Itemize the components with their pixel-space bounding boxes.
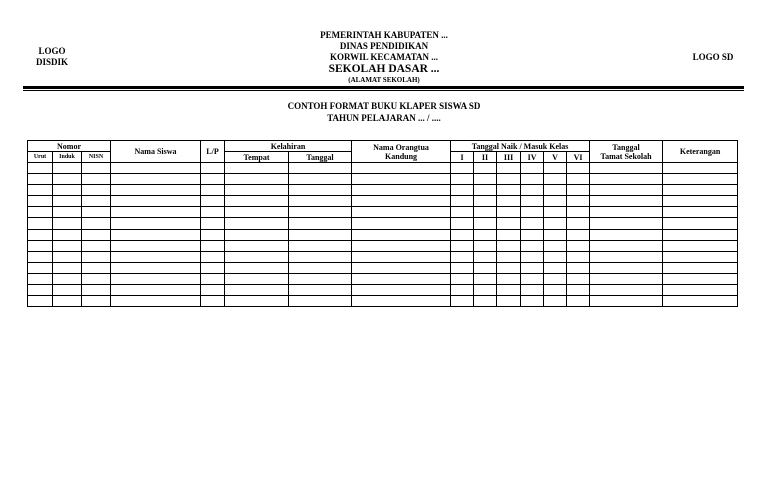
table-cell: [289, 285, 352, 296]
table-cell: [53, 251, 82, 262]
table-cell: [289, 296, 352, 307]
header-rule-thin: [23, 90, 744, 91]
table-cell: [474, 262, 497, 273]
col-urut: Urut: [28, 152, 53, 163]
table-cell: [225, 251, 289, 262]
table-cell: [53, 229, 82, 240]
table-cell: [28, 196, 53, 207]
table-cell: [111, 273, 201, 284]
table-cell: [474, 163, 497, 174]
table-cell: [590, 174, 663, 185]
klaper-table: [27, 140, 738, 307]
table-cell: [663, 285, 738, 296]
table-cell: [289, 174, 352, 185]
table-cell: [663, 207, 738, 218]
document-title-line1: CONTOH FORMAT BUKU KLAPER SISWA SD: [287, 101, 481, 111]
table-cell: [663, 229, 738, 240]
table-body: [28, 163, 738, 307]
table-cell: [53, 262, 82, 273]
table-cell: [225, 240, 289, 251]
table-cell: [663, 296, 738, 307]
table-cell: [352, 185, 451, 196]
table-cell: [225, 229, 289, 240]
table-cell: [544, 218, 567, 229]
logo-left-line1: LOGO: [38, 46, 66, 56]
table-cell: [521, 163, 544, 174]
institution-block: [240, 30, 528, 85]
table-cell: [451, 285, 474, 296]
table-cell: [567, 273, 590, 284]
table-cell: [590, 196, 663, 207]
table-cell: [352, 163, 451, 174]
table-cell: [497, 296, 521, 307]
col-tempat: Tempat: [225, 152, 289, 163]
table-cell: [201, 207, 225, 218]
logo-left-line2: DISDIK: [35, 57, 68, 67]
table-cell: [521, 174, 544, 185]
table-cell: [201, 174, 225, 185]
table-cell: [225, 218, 289, 229]
col-nomor: Nomor: [28, 141, 111, 152]
table-cell: [53, 240, 82, 251]
table-row: [28, 196, 738, 207]
table-row: [28, 240, 738, 251]
table-cell: [544, 163, 567, 174]
table-cell: [289, 240, 352, 251]
col-kelas-5: V: [544, 152, 567, 163]
table-cell: [567, 251, 590, 262]
table-cell: [28, 185, 53, 196]
table-cell: [82, 273, 111, 284]
table-cell: [289, 196, 352, 207]
table-cell: [567, 262, 590, 273]
table-cell: [201, 240, 225, 251]
table-cell: [111, 185, 201, 196]
table-cell: [201, 296, 225, 307]
table-cell: [590, 296, 663, 307]
table-cell: [289, 185, 352, 196]
table-cell: [53, 218, 82, 229]
table-cell: [53, 196, 82, 207]
klaper-table-wrap: [27, 140, 737, 307]
table-cell: [497, 240, 521, 251]
table-cell: [111, 174, 201, 185]
table-cell: [474, 174, 497, 185]
table-cell: [521, 196, 544, 207]
institution-line-2: DINAS PENDIDIKAN: [339, 41, 429, 51]
table-cell: [352, 262, 451, 273]
table-cell: [521, 296, 544, 307]
table-cell: [225, 174, 289, 185]
table-cell: [590, 229, 663, 240]
col-tanggal: Tanggal: [289, 152, 352, 163]
document-title-line2: TAHUN PELAJARAN ... / ....: [327, 113, 441, 123]
table-row: [28, 229, 738, 240]
table-cell: [289, 207, 352, 218]
col-tamat-line1: Tanggal: [612, 142, 640, 152]
table-cell: [352, 251, 451, 262]
table-cell: [225, 196, 289, 207]
table-cell: [474, 196, 497, 207]
table-cell: [82, 262, 111, 273]
table-cell: [544, 296, 567, 307]
table-cell: [225, 296, 289, 307]
col-kelas-3: III: [497, 152, 521, 163]
table-cell: [663, 240, 738, 251]
table-cell: [201, 185, 225, 196]
table-cell: [451, 240, 474, 251]
table-cell: [289, 273, 352, 284]
table-cell: [590, 262, 663, 273]
table-cell: [352, 273, 451, 284]
table-cell: [352, 207, 451, 218]
table-cell: [225, 262, 289, 273]
table-cell: [53, 207, 82, 218]
table-cell: [111, 229, 201, 240]
table-cell: [225, 207, 289, 218]
table-row: [28, 185, 738, 196]
table-cell: [82, 285, 111, 296]
table-cell: [451, 185, 474, 196]
table-cell: [82, 163, 111, 174]
table-row: [28, 251, 738, 262]
table-cell: [201, 262, 225, 273]
table-cell: [28, 285, 53, 296]
table-cell: [663, 163, 738, 174]
table-cell: [521, 273, 544, 284]
table-cell: [567, 207, 590, 218]
table-cell: [28, 251, 53, 262]
table-cell: [289, 163, 352, 174]
table-cell: [521, 240, 544, 251]
table-cell: [521, 262, 544, 273]
table-cell: [451, 251, 474, 262]
table-cell: [225, 185, 289, 196]
institution-line-1: PEMERINTAH KABUPATEN ...: [320, 30, 448, 40]
table-row: [28, 296, 738, 307]
table-cell: [663, 196, 738, 207]
table-cell: [521, 229, 544, 240]
table-cell: [474, 218, 497, 229]
table-cell: [497, 196, 521, 207]
table-cell: [590, 251, 663, 262]
table-cell: [451, 174, 474, 185]
table-cell: [82, 207, 111, 218]
table-cell: [352, 196, 451, 207]
table-cell: [201, 251, 225, 262]
table-cell: [352, 218, 451, 229]
table-cell: [497, 273, 521, 284]
table-cell: [544, 251, 567, 262]
table-cell: [82, 229, 111, 240]
col-orangtua-line1: Nama Orangtua: [373, 142, 429, 152]
table-cell: [201, 285, 225, 296]
table-cell: [201, 163, 225, 174]
table-cell: [474, 185, 497, 196]
table-cell: [590, 285, 663, 296]
table-cell: [544, 185, 567, 196]
table-cell: [352, 285, 451, 296]
table-cell: [451, 196, 474, 207]
col-kelas-2: II: [474, 152, 497, 163]
table-cell: [663, 185, 738, 196]
col-keterangan: Keterangan: [663, 141, 738, 163]
table-cell: [28, 207, 53, 218]
table-cell: [352, 240, 451, 251]
table-cell: [111, 163, 201, 174]
table-cell: [497, 174, 521, 185]
table-row: [28, 262, 738, 273]
table-cell: [544, 240, 567, 251]
table-cell: [497, 229, 521, 240]
col-kelahiran: Kelahiran: [225, 141, 352, 152]
table-cell: [225, 273, 289, 284]
table-cell: [28, 163, 53, 174]
table-cell: [53, 285, 82, 296]
col-nama-siswa: Nama Siswa: [111, 141, 201, 163]
table-cell: [544, 229, 567, 240]
table-cell: [474, 251, 497, 262]
table-cell: [521, 207, 544, 218]
col-induk: Induk: [53, 152, 82, 163]
table-cell: [111, 240, 201, 251]
table-cell: [201, 196, 225, 207]
table-cell: [352, 296, 451, 307]
logo-disdik: [30, 46, 74, 68]
table-cell: [82, 240, 111, 251]
table-cell: [28, 218, 53, 229]
table-cell: [567, 185, 590, 196]
table-cell: [521, 285, 544, 296]
table-cell: [111, 296, 201, 307]
table-row: [28, 163, 738, 174]
table-cell: [521, 251, 544, 262]
table-cell: [82, 251, 111, 262]
table-cell: [663, 174, 738, 185]
table-cell: [663, 218, 738, 229]
table-cell: [497, 285, 521, 296]
table-cell: [111, 196, 201, 207]
table-cell: [521, 218, 544, 229]
table-cell: [567, 218, 590, 229]
table-cell: [544, 262, 567, 273]
table-cell: [590, 207, 663, 218]
table-cell: [567, 174, 590, 185]
table-cell: [28, 296, 53, 307]
col-kelas-1: I: [451, 152, 474, 163]
table-cell: [451, 218, 474, 229]
table-cell: [590, 218, 663, 229]
table-cell: [82, 196, 111, 207]
table-cell: [544, 174, 567, 185]
institution-line-3: KORWIL KECAMATAN ...: [329, 52, 439, 62]
table-cell: [82, 174, 111, 185]
table-cell: [289, 251, 352, 262]
table-cell: [451, 163, 474, 174]
table-cell: [497, 262, 521, 273]
col-lp: L/P: [201, 141, 225, 163]
table-cell: [544, 207, 567, 218]
table-cell: [28, 240, 53, 251]
table-cell: [567, 163, 590, 174]
table-cell: [82, 296, 111, 307]
table-cell: [53, 185, 82, 196]
table-cell: [201, 229, 225, 240]
table-cell: [663, 273, 738, 284]
table-cell: [53, 163, 82, 174]
table-cell: [590, 185, 663, 196]
table-row: [28, 273, 738, 284]
table-cell: [474, 229, 497, 240]
table-cell: [289, 262, 352, 273]
table-cell: [289, 229, 352, 240]
table-row: [28, 218, 738, 229]
table-cell: [544, 196, 567, 207]
table-cell: [201, 273, 225, 284]
table-cell: [225, 285, 289, 296]
table-row: [28, 285, 738, 296]
table-cell: [474, 273, 497, 284]
table-cell: [590, 163, 663, 174]
table-cell: [451, 229, 474, 240]
table-cell: [474, 285, 497, 296]
table-cell: [451, 296, 474, 307]
table-cell: [111, 262, 201, 273]
table-cell: [590, 273, 663, 284]
table-cell: [53, 273, 82, 284]
table-cell: [28, 262, 53, 273]
table-cell: [225, 163, 289, 174]
table-cell: [663, 251, 738, 262]
table-cell: [28, 273, 53, 284]
table-cell: [111, 251, 201, 262]
col-nisn: NISN: [82, 152, 111, 163]
letterhead: [0, 0, 768, 90]
table-cell: [497, 207, 521, 218]
col-orangtua-line2: Kandung: [385, 151, 418, 161]
table-cell: [544, 285, 567, 296]
table-cell: [590, 240, 663, 251]
school-address: (ALAMAT SEKOLAH): [348, 76, 420, 84]
table-cell: [451, 273, 474, 284]
document-title: [200, 100, 568, 124]
table-cell: [352, 174, 451, 185]
table-cell: [497, 218, 521, 229]
table-cell: [289, 218, 352, 229]
table-cell: [567, 296, 590, 307]
table-cell: [53, 296, 82, 307]
table-cell: [474, 240, 497, 251]
table-cell: [497, 163, 521, 174]
table-cell: [201, 218, 225, 229]
table-cell: [28, 174, 53, 185]
table-cell: [521, 185, 544, 196]
table-cell: [451, 262, 474, 273]
table-cell: [111, 285, 201, 296]
table-cell: [82, 218, 111, 229]
table-cell: [497, 185, 521, 196]
col-tamat-line2: Tamat Sekolah: [600, 151, 652, 161]
header-rule-thick: [23, 86, 744, 89]
table-cell: [567, 196, 590, 207]
table-cell: [82, 185, 111, 196]
table-row: [28, 174, 738, 185]
table-cell: [28, 229, 53, 240]
table-cell: [567, 285, 590, 296]
table-cell: [663, 262, 738, 273]
table-row: [28, 207, 738, 218]
school-name: SEKOLAH DASAR ...: [328, 63, 440, 75]
table-cell: [451, 207, 474, 218]
table-cell: [352, 229, 451, 240]
col-kelas-6: VI: [567, 152, 590, 163]
table-cell: [53, 174, 82, 185]
table-cell: [544, 273, 567, 284]
table-cell: [497, 251, 521, 262]
col-tamat: [590, 141, 663, 163]
table-cell: [474, 207, 497, 218]
logo-sd: LOGO SD: [692, 52, 734, 62]
table-cell: [567, 229, 590, 240]
table-cell: [567, 240, 590, 251]
col-orangtua: [352, 141, 451, 163]
table-cell: [474, 296, 497, 307]
col-naik-kelas: Tanggal Naik / Masuk Kelas: [451, 141, 590, 152]
table-cell: [111, 207, 201, 218]
col-kelas-4: IV: [521, 152, 544, 163]
table-cell: [111, 218, 201, 229]
